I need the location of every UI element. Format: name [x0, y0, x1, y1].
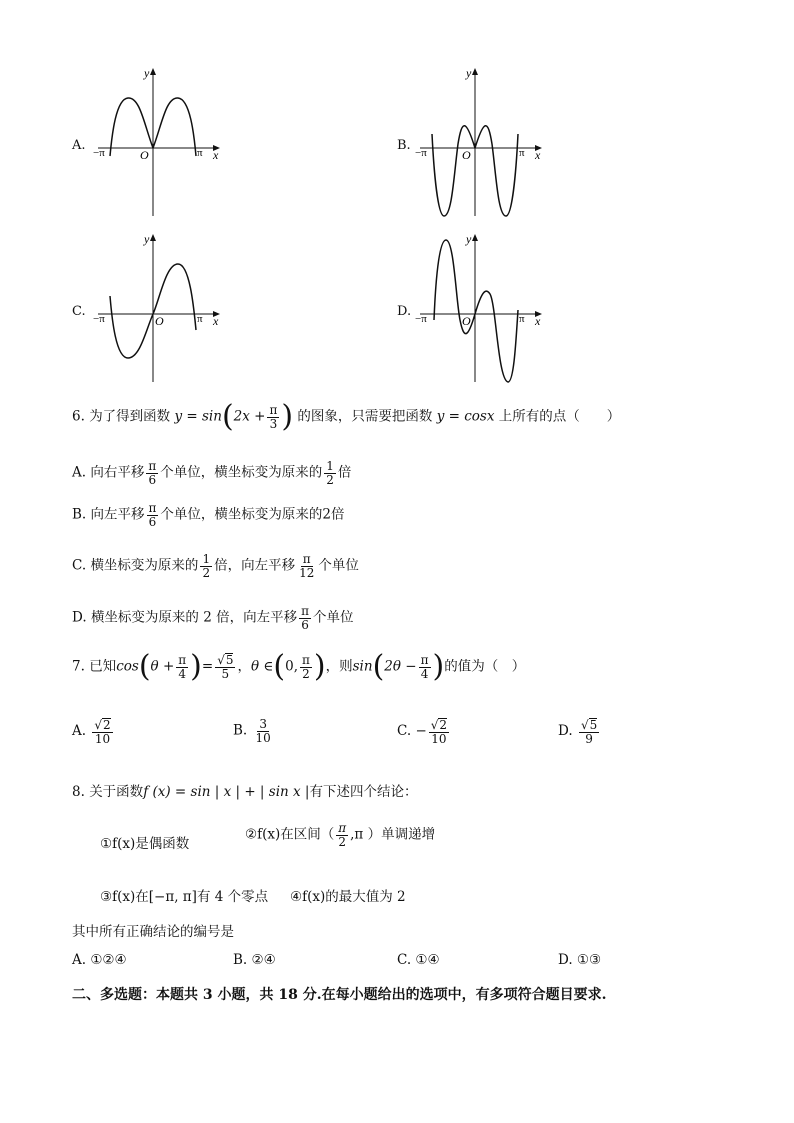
q6-option-c[interactable]	[72, 553, 359, 579]
q7-option-c[interactable]	[397, 718, 451, 745]
q7-b-num: 3	[259, 717, 267, 731]
q8-c3-interval: [−π, π]	[148, 889, 197, 905]
q6-number: 6.	[72, 408, 85, 425]
q8-number: 8.	[72, 784, 85, 800]
q8-c2-text-b: ,π ）单调递增	[350, 826, 436, 843]
q6-a-frac1-den: 6	[148, 472, 157, 487]
q6-b-frac	[147, 502, 159, 528]
graph-d-neg-pi: −π	[415, 313, 427, 325]
q8-conclusion-2	[245, 822, 435, 848]
q8-option-a[interactable]: A. ①②④	[72, 952, 127, 968]
graph-a-pi: π	[197, 147, 203, 159]
graph-c-neg-pi: −π	[93, 313, 105, 325]
graph-a-origin: O	[140, 148, 149, 162]
q8-fx: f (x) = sin | x | + | sin x |	[143, 784, 310, 800]
q8-option-d[interactable]: D. ①③	[558, 952, 602, 968]
q7-frac3	[419, 654, 431, 680]
q7-option-b[interactable]	[233, 718, 275, 744]
q7-t1: 已知	[89, 658, 117, 675]
q7-comma: ，	[237, 658, 251, 675]
q6-c-t2: 倍，向左平移	[214, 557, 296, 574]
q6-option-b[interactable]	[72, 502, 345, 528]
q8-c3-text-b: 有 4 个零点	[196, 889, 269, 905]
graph-a-plot	[88, 64, 228, 224]
q7-d-num: √5	[580, 718, 598, 732]
question-7-stem	[72, 649, 526, 684]
graph-a-label: A.	[72, 138, 86, 153]
q7-theta-plus: θ +	[150, 658, 175, 675]
q6-b-label: B.	[72, 506, 87, 523]
q6-c-frac1-den: 2	[202, 565, 211, 580]
q7-d-radicand: 5	[589, 718, 598, 732]
graph-c-x-label: x	[213, 314, 219, 328]
graph-a-x-label: x	[213, 148, 219, 162]
q8-c2-text-a: ②f(x)在区间（	[245, 826, 335, 843]
q6-d-frac-den: 6	[301, 617, 309, 632]
q7-c-den: 10	[431, 731, 447, 746]
q8-conclusion-4	[290, 885, 406, 905]
q7-t-end: 的值为（ ）	[444, 658, 526, 675]
q7-d-frac	[579, 718, 599, 745]
q7-frac2	[300, 654, 312, 680]
q7-a-radicand: 2	[103, 718, 111, 732]
q8-c4-text: ④f(x)的最大值为 2	[290, 889, 406, 905]
q7-d-label: D.	[558, 723, 573, 740]
q6-text-a: 为了得到函数	[89, 408, 171, 425]
graph-d-y-arrow	[472, 234, 478, 241]
q6-option-a[interactable]	[72, 460, 351, 486]
q6-b-t2: 个单位，横坐标变为原来的2倍	[160, 506, 345, 523]
q6-a-t2: 个单位，横坐标变为原来的	[160, 464, 323, 481]
q6-arg: 2x +	[233, 408, 266, 425]
q7-a-num: √2	[94, 718, 111, 732]
q7-rhs-radicand: 5	[225, 653, 234, 668]
q7-frac2-den: 2	[302, 666, 310, 681]
graph-b-pi: π	[519, 147, 525, 159]
q7-b-den: 10	[255, 730, 271, 745]
q6-a-frac2-num: 1	[326, 459, 334, 473]
q7-arg: 2θ −	[384, 658, 417, 675]
section-2-title: 二、多选题：本题共 3 小题，共 18 分.在每小题给出的选项中，有多项符合题目要求.	[72, 987, 607, 1003]
q6-d-t2: 个单位	[313, 609, 354, 626]
q6-option-d[interactable]	[72, 605, 354, 631]
q7-rparen3: )	[432, 649, 445, 684]
graph-c-plot	[88, 230, 228, 390]
q6-d-t1: 横坐标变为原来的 2 倍，向左平移	[90, 609, 298, 626]
q7-option-a[interactable]	[72, 718, 115, 745]
q6-c-t3: 个单位	[318, 557, 359, 574]
q7-option-d[interactable]	[558, 718, 601, 745]
q7-rparen1: )	[190, 649, 202, 684]
q6-a-frac2-den: 2	[326, 472, 334, 487]
q6-c-frac2-den: 12	[299, 565, 315, 580]
q6-c-frac1	[200, 553, 212, 579]
q6-a-label: A.	[72, 464, 87, 481]
graph-b-label: B.	[397, 138, 411, 153]
q7-frac1-den: 4	[178, 666, 187, 681]
q8-option-c[interactable]: C. ①④	[397, 952, 440, 968]
graph-b-neg-pi: −π	[415, 147, 427, 159]
graph-c-pi: π	[197, 313, 203, 325]
q6-c-frac2	[297, 553, 316, 579]
graph-c-y-arrow	[150, 234, 156, 241]
graph-b-x-label: x	[535, 148, 541, 162]
q7-interval: 0,	[285, 658, 299, 675]
q8-c1-text: ①f(x)是偶函数	[100, 836, 190, 852]
q7-d-den: 9	[585, 731, 593, 746]
q8-conclusion-3	[100, 885, 268, 905]
graph-a-y-label: y	[144, 66, 150, 80]
q6-rparen: )	[281, 399, 294, 434]
q6-d-label: D.	[72, 609, 87, 626]
q7-then: ，则	[325, 658, 353, 675]
graph-b-origin: O	[462, 148, 471, 162]
q6-a-frac1	[146, 460, 158, 486]
q7-frac3-den: 4	[420, 666, 429, 681]
q7-frac2-num: π	[302, 652, 310, 667]
question-8-stem	[72, 780, 417, 800]
q6-b-frac-num: π	[148, 501, 157, 515]
q6-fn1: y = sin	[174, 408, 222, 425]
graph-d-y-label: y	[466, 232, 472, 246]
q7-b-frac	[254, 718, 273, 744]
graph-d-pi: π	[519, 313, 525, 325]
graph-c-label: C.	[72, 304, 86, 319]
graph-c-origin: O	[155, 314, 164, 328]
q6-c-label: C.	[72, 557, 87, 574]
q6-frac-den: 3	[269, 416, 278, 431]
graph-b-y-label: y	[466, 66, 472, 80]
q8-stem-text: 其中所有正确结论的编号是	[72, 924, 234, 940]
q6-lparen: (	[221, 399, 234, 434]
q7-a-label: A.	[72, 723, 87, 740]
q7-c-radicand: 2	[439, 718, 448, 732]
q7-a-frac	[92, 718, 112, 745]
q6-a-t3: 倍	[337, 464, 352, 481]
q8-question-stem	[72, 920, 234, 940]
q6-frac	[267, 404, 279, 430]
q7-rhs-den: 5	[221, 667, 230, 681]
q6-a-frac2	[324, 460, 336, 486]
q7-rhs	[215, 653, 235, 680]
q7-sin: sin	[352, 658, 373, 675]
q6-d-frac	[299, 605, 311, 631]
q7-theta-in: θ ∈	[250, 658, 274, 675]
graph-b-y-arrow	[472, 68, 478, 75]
q6-d-frac-num: π	[301, 604, 309, 618]
q6-text-b: 的图象，只需要把函数	[297, 408, 433, 425]
q8-t1: 关于函数	[89, 784, 144, 800]
graph-d-x-label: x	[535, 314, 541, 328]
q7-c-label: C.	[397, 723, 412, 740]
q7-rparen2: )	[313, 649, 326, 684]
q7-frac1-num: π	[178, 652, 187, 667]
graph-a-neg-pi: −π	[93, 147, 105, 159]
q6-frac-num: π	[269, 402, 278, 417]
graph-c-y-label: y	[144, 232, 150, 246]
q8-c3-text-a: ③f(x)在	[100, 889, 149, 905]
q6-b-t1: 向左平移	[90, 506, 145, 523]
q6-c-t1: 横坐标变为原来的	[90, 557, 199, 574]
q8-option-b[interactable]: B. ②④	[233, 952, 276, 968]
q8-conclusion-1	[100, 832, 189, 852]
q7-number: 7.	[72, 658, 85, 675]
q8-t2: 有下述四个结论：	[309, 784, 418, 800]
q6-fn2: y = cosx	[436, 408, 495, 425]
q6-text-c: 上所有的点（ ）	[498, 408, 621, 425]
q7-c-frac	[429, 718, 449, 745]
q7-frac1	[176, 654, 188, 680]
q7-c-sign: −	[415, 723, 427, 740]
q7-cos: cos	[116, 658, 139, 675]
q7-lparen2: (	[273, 649, 286, 684]
graph-b-plot	[410, 64, 560, 224]
graph-d-curve	[434, 240, 518, 382]
q6-c-frac1-num: 1	[202, 552, 211, 566]
q7-lparen3: (	[372, 649, 385, 684]
q6-a-t1: 向右平移	[90, 464, 145, 481]
graph-d-origin: O	[462, 314, 471, 328]
q8-c2-frac	[336, 822, 348, 848]
graph-a-y-arrow	[150, 68, 156, 75]
question-6-stem	[72, 399, 621, 434]
q7-a-den: 10	[94, 731, 111, 746]
graph-d-plot	[410, 230, 560, 390]
q6-b-frac-den: 6	[148, 514, 157, 529]
q7-rhs-num: √5	[217, 653, 234, 668]
q6-a-frac1-num: π	[148, 459, 157, 473]
q7-frac3-num: π	[420, 652, 429, 667]
q7-c-num: √2	[430, 718, 448, 732]
q7-b-label: B.	[233, 722, 248, 739]
graph-d-label: D.	[397, 304, 412, 319]
q8-c2-frac-num: π	[338, 821, 347, 835]
q7-eq: =	[201, 658, 214, 675]
q7-lparen1: (	[138, 649, 151, 684]
q6-c-frac2-num: π	[302, 552, 311, 566]
q8-c2-frac-den: 2	[338, 834, 347, 849]
